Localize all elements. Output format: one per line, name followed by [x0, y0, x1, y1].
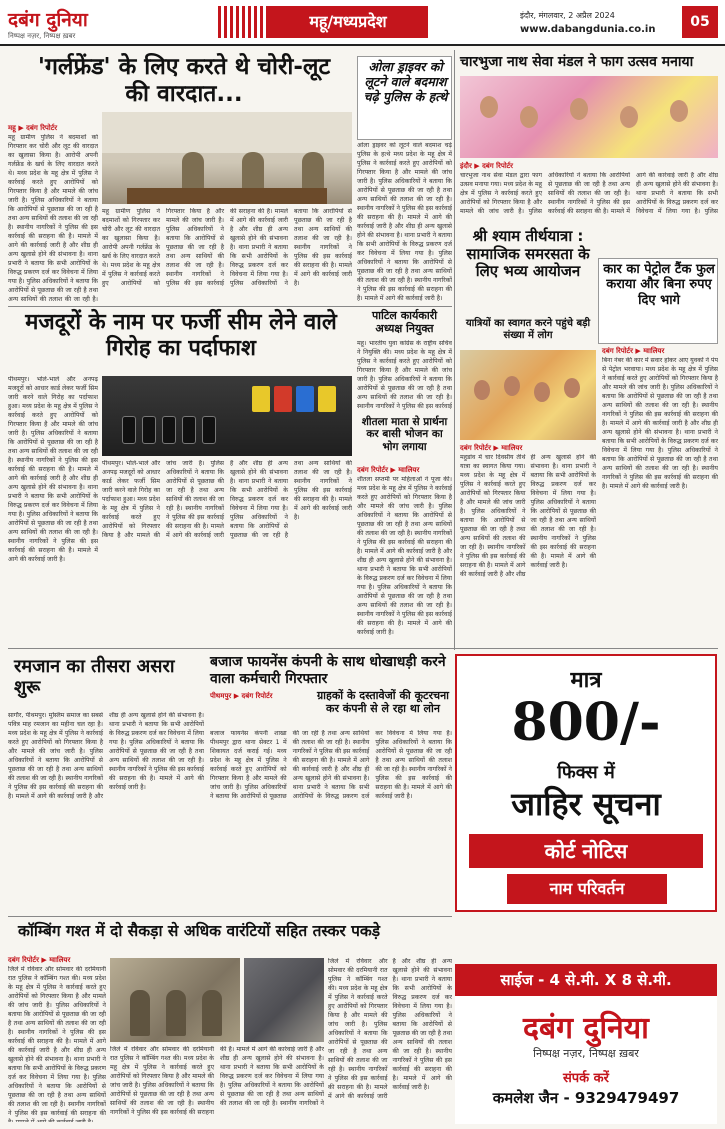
ad-line4: जाहिर सूचना	[511, 785, 661, 823]
ad-box-name-change: नाम परिवर्तन	[507, 874, 667, 904]
sim-text: पीथमपुर। भोले-भाले और अनपढ़ मजदूरों को आधार कार्ड लेकर फर्जी सिम जारी करने वाले गिरोह का पर्दाफाश हुआ। मध्य प्रदेश के महू क्षेत्र में पुलिस ने कार्रवाई करते हुए आरोपियों को गिरफ्तार किया है और मामले की जांच जारी है। पुलिस अधिकारियों ने बताया कि आरोपियों से पूछताछ की जा रही है तथा अन्य साथियों की तलाश की जा रही है। स्थानीय नागरिकों ने पुलिस की इस कार्रवाई की सराहना की है। मामले में आगे की कार्रवाई जारी है और शीघ्र ही अन्य खुलासे होने की संभावना है। थाना प्रभारी ने बताया कि सभी आरोपियों के विरुद्ध प्रकरण दर्ज कर विवेचना में लिया गया है। पुलिस अधिकारियों ने बताया कि आरोपियों से पूछताछ की जा रही है तथा अन्य साथियों की तलाश की जा रही है। स्थानीय नागरिकों ने पुलिस की इस कार्रवाई की सराहना की है। मामले में आगे की कार्रवाई जारी है।	[8, 376, 98, 640]
combing-byline: दबंग रिपोर्टर ▶ ग्वालियर	[8, 956, 71, 964]
ad2-brand: दबंग दुनिया	[523, 1011, 649, 1046]
page-number: 05	[682, 6, 718, 38]
yatra-subhead: यात्रियों का स्वागत करने पहुंचे बड़ी संख्या में लोग	[465, 318, 591, 341]
advertisement-notice	[455, 654, 717, 912]
story1-headline: 'गर्लफ्रेंड' के लिए करते थे चोरी-लूट की वारदात...	[37, 54, 331, 108]
ramzan-headline: रमजान का तीसरा असरा शुरू	[14, 656, 175, 699]
ad2-phone: कमलेश जैन - 9329479497	[492, 1089, 680, 1107]
ola-headline: ओला ड्राइवर को लूटने वाले बदमाश चढ़े पुलिस के हत्थे	[363, 59, 448, 104]
story1-byline: महू ▶ दबंग रिपोर्टर	[8, 124, 58, 132]
yatra-byline: दबंग रिपोर्टर ▶ ग्वालियर	[460, 444, 523, 452]
masthead	[0, 0, 725, 46]
bajaj-subhead: ग्राहकों के दस्तावेजों की कूटरचना कर कंपनी से ले रहा था लोन	[316, 689, 450, 715]
ad-price: 800/-	[511, 692, 661, 753]
combing-photo-1	[110, 958, 240, 1042]
patil-text: महू। भारतीय युवा कांग्रेस के राष्ट्रीय सचिव ने नियुक्ति की। मध्य प्रदेश के महू क्षेत्र में पुलिस ने कार्रवाई करते हुए आरोपियों को गिरफ्तार किया है और मामले की जांच जारी है। पुलिस अधिकारियों ने बताया कि आरोपियों से पूछताछ की जा रही है तथा अन्य साथियों की तलाश की जा रही है। स्थानीय नागरिकों ने पुलिस की इस कार्रवाई की सराहना की है। मामले में आगे की कार्रवाई जारी है और शीघ्र ही अन्य खुलासे होने की संभावना है। थाना प्रभारी ने बताया कि सभी आरोपियों के विरुद्ध प्रकरण दर्ज कर विवेचना में लिया गया है। पुलिस अधिकारियों ने बताया कि आरोपियों से पूछताछ की जा रही है तथा अन्य साथियों की तलाश की जा रही है। स्थानीय नागरिकों ने पुलिस की इस कार्रवाई की सराहना की है। मामले में आगे की कार्रवाई जारी है।	[357, 340, 452, 410]
section-band: महू/मध्यप्रदेश	[268, 6, 428, 38]
logo	[8, 6, 88, 41]
ad2-tagline: निष्पक्ष नज़र, निष्पक्ष ख़बर	[533, 1047, 639, 1060]
sim-headline: मजदूरों के नाम पर फर्जी सीम लेने वाले गिरोह का पर्दाफाश	[25, 310, 337, 361]
bajaj-byline: पीथमपुर ▶ दबंग रिपोर्टर	[210, 692, 273, 700]
bajaj-headline: बजाज फायनेंस कंपनी के साथ धोखाधड़ी करने वाला कर्मचारी गिरफ्तार	[210, 654, 446, 687]
yatra-headline: श्री श्याम तीर्थयात्रा : सामाजिक समरसता के लिए भव्य आयोजन	[466, 227, 590, 281]
car-byline: दबंग रिपोर्टर ▶ ग्वालियर	[602, 347, 665, 355]
combing-photo-2	[244, 958, 324, 1042]
ad2-size: साईज - 4 से.मी. X 8 से.मी.	[455, 964, 717, 996]
ola-box	[357, 56, 452, 140]
logo-text: दबंग दुनिया	[8, 9, 88, 31]
ad-line3: फिक्स में	[557, 762, 615, 783]
story1-text-cont: महू ग्रामीण पुलिस ने बदमाशों को गिरफ्तार कर चोरी और लूट की वारदात का खुलासा किया है। आरोपी अपनी गर्लफ्रेंड के खर्च के लिए वारदात करते थे। मध्य प्रदेश के महू क्षेत्र में पुलिस ने कार्रवाई करते हुए आरोपियों को गिरफ्तार किया है और मामले की जांच जारी है। पुलिस अधिकारियों ने बताया कि आरोपियों से पूछताछ की जा रही है तथा अन्य साथियों की तलाश की जा रही है। स्थानीय नागरिकों ने पुलिस की इस कार्रवाई की सराहना की है। मामले में आगे की कार्रवाई जारी है और शीघ्र ही अन्य खुलासे होने की संभावना है। थाना प्रभारी ने बताया कि सभी आरोपियों के विरुद्ध प्रकरण दर्ज कर विवेचना में लिया गया है। पुलिस अधिकारियों ने बताया कि आरोपियों से पूछताछ की जा रही है तथा अन्य साथियों की तलाश की जा रही है। स्थानीय नागरिकों ने पुलिस की इस कार्रवाई की सराहना की है। मामले में आगे की कार्रवाई जारी है।	[102, 208, 352, 304]
sim-text-cont: पीथमपुर। भोले-भाले और अनपढ़ मजदूरों को आधार कार्ड लेकर फर्जी सिम जारी करने वाले गिरोह का पर्दाफाश हुआ। मध्य प्रदेश के महू क्षेत्र में पुलिस ने कार्रवाई करते हुए आरोपियों को गिरफ्तार किया है और मामले की जांच जारी है। पुलिस अधिकारियों ने बताया कि आरोपियों से पूछताछ की जा रही है तथा अन्य साथियों की तलाश की जा रही है। स्थानीय नागरिकों ने पुलिस की इस कार्रवाई की सराहना की है। मामले में आगे की कार्रवाई जारी है और शीघ्र ही अन्य खुलासे होने की संभावना है। थाना प्रभारी ने बताया कि सभी आरोपियों के विरुद्ध प्रकरण दर्ज कर विवेचना में लिया गया है। पुलिस अधिकारियों ने बताया कि आरोपियों से पूछताछ की जा रही है तथा अन्य साथियों की तलाश की जा रही है। स्थानीय नागरिकों ने पुलिस की इस कार्रवाई की सराहना की है। मामले में आगे की कार्रवाई जारी है।	[102, 460, 352, 640]
sheetla-headline: शीतला माता से प्रार्थना कर बासी भोजन का भोग लगाया	[361, 416, 448, 453]
ad2-contact: संपर्क करें	[563, 1071, 609, 1086]
ola-text: ओला ड्राइवर को लूटने वाले बदमाश चढ़े पुलिस के हत्थे मध्य प्रदेश के महू क्षेत्र में पुलिस ने कार्रवाई करते हुए आरोपियों को गिरफ्तार किया है और मामले की जांच जारी है। पुलिस अधिकारियों ने बताया कि आरोपियों से पूछताछ की जा रही है तथा अन्य साथियों की तलाश की जा रही है। स्थानीय नागरिकों ने पुलिस की इस कार्रवाई की सराहना की है। मामले में आगे की कार्रवाई जारी है और शीघ्र ही अन्य खुलासे होने की संभावना है। थाना प्रभारी ने बताया कि सभी आरोपियों के विरुद्ध प्रकरण दर्ज कर विवेचना में लिया गया है। पुलिस अधिकारियों ने बताया कि आरोपियों से पूछताछ की जा रही है तथा अन्य साथियों की तलाश की जा रही है। स्थानीय नागरिकों ने पुलिस की इस कार्रवाई की सराहना की है। मामले में आगे की कार्रवाई जारी है।	[357, 142, 452, 302]
sim-cards-photo	[102, 376, 352, 456]
combing-headline: कॉम्बिंग गश्त में दो सैकड़ा से अधिक वारंटियों सहित तस्कर पकड़े	[18, 922, 381, 940]
website: www.dabangdunia.co.in	[520, 24, 656, 35]
fag-text: चारभुजा नाथ सेवा मंडल द्वारा फाग उत्सव मनाया गया। मध्य प्रदेश के महू क्षेत्र में पुलिस ने कार्रवाई करते हुए आरोपियों को गिरफ्तार किया है और मामले की जांच जारी है। पुलिस अधिकारियों ने बताया कि आरोपियों से पूछताछ की जा रही है तथा अन्य साथियों की तलाश की जा रही है। स्थानीय नागरिकों ने पुलिस की इस कार्रवाई की सराहना की है। मामले में आगे की कार्रवाई जारी है और शीघ्र ही अन्य खुलासे होने की संभावना है। थाना प्रभारी ने बताया कि सभी आरोपियों के विरुद्ध प्रकरण दर्ज कर विवेचना में लिया गया है। पुलिस अधिकारियों ने बताया कि आरोपियों से पूछताछ की जा रही है तथा अन्य साथियों की तलाश की जा रही है। स्थानीय नागरिकों ने पुलिस की इस कार्रवाई की सराहना की है। मामले में आगे की कार्रवाई जारी है।	[460, 172, 718, 224]
yatra-photo	[460, 350, 596, 440]
combing-text-cont2: जिले में रविवार और सोमवार की दरमियानी रात पुलिस ने कॉम्बिंग गश्त की। मध्य प्रदेश के महू क्षेत्र में पुलिस ने कार्रवाई करते हुए आरोपियों को गिरफ्तार किया है और मामले की जांच जारी है। पुलिस अधिकारियों ने बताया कि आरोपियों से पूछताछ की जा रही है तथा अन्य साथियों की तलाश की जा रही है। स्थानीय नागरिकों ने पुलिस की इस कार्रवाई की सराहना की है। मामले में आगे की कार्रवाई जारी है और शीघ्र ही अन्य खुलासे होने की संभावना है। थाना प्रभारी ने बताया कि सभी आरोपियों के विरुद्ध प्रकरण दर्ज कर विवेचना में लिया गया है। पुलिस अधिकारियों ने बताया कि आरोपियों से पूछताछ की जा रही है तथा अन्य साथियों की तलाश की जा रही है। स्थानीय नागरिकों ने पुलिस की इस कार्रवाई की सराहना की है। मामले में आगे की कार्रवाई जारी है।	[328, 958, 452, 1122]
fag-byline: इंदौर ▶ दबंग रिपोर्टर	[460, 162, 514, 170]
sheetla-byline: दबंग रिपोर्टर ▶ ग्वालियर	[357, 466, 420, 474]
car-text: बिना नंबर की कार में सवार होकर आए युवकों ने पंप से पेट्रोल भरवाया। मध्य प्रदेश के महू क्षेत्र में पुलिस ने कार्रवाई करते हुए आरोपियों को गिरफ्तार किया है और मामले की जांच जारी है। पुलिस अधिकारियों ने बताया कि आरोपियों से पूछताछ की जा रही है तथा अन्य साथियों की तलाश की जा रही है। स्थानीय नागरिकों ने पुलिस की इस कार्रवाई की सराहना की है। मामले में आगे की कार्रवाई जारी है और शीघ्र ही अन्य खुलासे होने की संभावना है। थाना प्रभारी ने बताया कि सभी आरोपियों के विरुद्ध प्रकरण दर्ज कर विवेचना में लिया गया है। पुलिस अधिकारियों ने बताया कि आरोपियों से पूछताछ की जा रही है तथा अन्य साथियों की तलाश की जा रही है। स्थानीय नागरिकों ने पुलिस की इस कार्रवाई की सराहना की है। मामले में आगे की कार्रवाई जारी है।	[602, 357, 718, 644]
police-press-photo	[102, 112, 352, 204]
bajaj-text: बजाज फायनेंस कंपनी शाखा पीथमपुर द्वारा थाना सेक्टर 1 में शिकायत दर्ज कराई गई। मध्य प्रदेश के महू क्षेत्र में पुलिस ने कार्रवाई करते हुए आरोपियों को गिरफ्तार किया है और मामले की जांच जारी है। पुलिस अधिकारियों ने बताया कि आरोपियों से पूछताछ की जा रही है तथा अन्य साथियों की तलाश की जा रही है। स्थानीय नागरिकों ने पुलिस की इस कार्रवाई की सराहना की है। मामले में आगे की कार्रवाई जारी है और शीघ्र ही अन्य खुलासे होने की संभावना है। थाना प्रभारी ने बताया कि सभी आरोपियों के विरुद्ध प्रकरण दर्ज कर विवेचना में लिया गया है। पुलिस अधिकारियों ने बताया कि आरोपियों से पूछताछ की जा रही है तथा अन्य साथियों की तलाश की जा रही है। स्थानीय नागरिकों ने पुलिस की इस कार्रवाई की सराहना की है। मामले में आगे की कार्रवाई जारी है।	[210, 730, 452, 910]
combing-text: जिले में रविवार और सोमवार की दरमियानी रात पुलिस ने कॉम्बिंग गश्त की। मध्य प्रदेश के महू क्षेत्र में पुलिस ने कार्रवाई करते हुए आरोपियों को गिरफ्तार किया है और मामले की जांच जारी है। पुलिस अधिकारियों ने बताया कि आरोपियों से पूछताछ की जा रही है तथा अन्य साथियों की तलाश की जा रही है। स्थानीय नागरिकों ने पुलिस की इस कार्रवाई की सराहना की है। मामले में आगे की कार्रवाई जारी है और शीघ्र ही अन्य खुलासे होने की संभावना है। थाना प्रभारी ने बताया कि सभी आरोपियों के विरुद्ध प्रकरण दर्ज कर विवेचना में लिया गया है। पुलिस अधिकारियों ने बताया कि आरोपियों से पूछताछ की जा रही है तथा अन्य साथियों की तलाश की जा रही है। स्थानीय नागरिकों ने पुलिस की इस कार्रवाई की सराहना की है। मामले में आगे की कार्रवाई जारी है।	[8, 966, 106, 1122]
logo-tagline: निष्पक्ष नज़र, निष्पक्ष ख़बर	[8, 32, 76, 40]
combing-text-cont: जिले में रविवार और सोमवार की दरमियानी रात पुलिस ने कॉम्बिंग गश्त की। मध्य प्रदेश के महू क्षेत्र में पुलिस ने कार्रवाई करते हुए आरोपियों को गिरफ्तार किया है और मामले की जांच जारी है। पुलिस अधिकारियों ने बताया कि आरोपियों से पूछताछ की जा रही है तथा अन्य साथियों की तलाश की जा रही है। स्थानीय नागरिकों ने पुलिस की इस कार्रवाई की सराहना की है। मामले में आगे की कार्रवाई जारी है और शीघ्र ही अन्य खुलासे होने की संभावना है। थाना प्रभारी ने बताया कि सभी आरोपियों के विरुद्ध प्रकरण दर्ज कर विवेचना में लिया गया है। पुलिस अधिकारियों ने बताया कि आरोपियों से पूछताछ की जा रही है तथा अन्य साथियों की तलाश की जा रही है। स्थानीय नागरिकों ने पुलिस की इस कार्रवाई की सराहना की है। मामले में आगे की कार्रवाई जारी है।	[110, 1046, 324, 1122]
fag-utsav-photo	[460, 76, 718, 158]
car-box	[598, 258, 718, 344]
sheetla-text: शीतला सप्तमी पर महिलाओं ने पूजा की। मध्य प्रदेश के महू क्षेत्र में पुलिस ने कार्रवाई करते हुए आरोपियों को गिरफ्तार किया है और मामले की जांच जारी है। पुलिस अधिकारियों ने बताया कि आरोपियों से पूछताछ की जा रही है तथा अन्य साथियों की तलाश की जा रही है। स्थानीय नागरिकों ने पुलिस की इस कार्रवाई की सराहना की है। मामले में आगे की कार्रवाई जारी है और शीघ्र ही अन्य खुलासे होने की संभावना है। थाना प्रभारी ने बताया कि सभी आरोपियों के विरुद्ध प्रकरण दर्ज कर विवेचना में लिया गया है। पुलिस अधिकारियों ने बताया कि आरोपियों से पूछताछ की जा रही है तथा अन्य साथियों की तलाश की जा रही है। स्थानीय नागरिकों ने पुलिस की इस कार्रवाई की सराहना की है। मामले में आगे की कार्रवाई जारी है।	[357, 476, 452, 644]
story1-text: महू ग्रामीण पुलिस ने बदमाशों को गिरफ्तार कर चोरी और लूट की वारदात का खुलासा किया है। आरोपी अपनी गर्लफ्रेंड के खर्च के लिए वारदात करते थे। मध्य प्रदेश के महू क्षेत्र में पुलिस ने कार्रवाई करते हुए आरोपियों को गिरफ्तार किया है और मामले की जांच जारी है। पुलिस अधिकारियों ने बताया कि आरोपियों से पूछताछ की जा रही है तथा अन्य साथियों की तलाश की जा रही है। स्थानीय नागरिकों ने पुलिस की इस कार्रवाई की सराहना की है। मामले में आगे की कार्रवाई जारी है और शीघ्र ही अन्य खुलासे होने की संभावना है। थाना प्रभारी ने बताया कि सभी आरोपियों के विरुद्ध प्रकरण दर्ज कर विवेचना में लिया गया है। पुलिस अधिकारियों ने बताया कि आरोपियों से पूछताछ की जा रही है तथा अन्य साथियों की तलाश की जा रही है। स्थानीय नागरिकों ने पुलिस की इस कार्रवाई की सराहना की है। मामले में आगे की कार्रवाई जारी है।	[8, 134, 98, 304]
ramzan-text: सागौर, पीथमपुर। मुस्लिम समाज का सबसे पवित्र माह रमजान का महीना चल रहा है। मध्य प्रदेश के महू क्षेत्र में पुलिस ने कार्रवाई करते हुए आरोपियों को गिरफ्तार किया है और मामले की जांच जारी है। पुलिस अधिकारियों ने बताया कि आरोपियों से पूछताछ की जा रही है तथा अन्य साथियों की तलाश की जा रही है। स्थानीय नागरिकों ने पुलिस की इस कार्रवाई की सराहना की है। मामले में आगे की कार्रवाई जारी है और शीघ्र ही अन्य खुलासे होने की संभावना है। थाना प्रभारी ने बताया कि सभी आरोपियों के विरुद्ध प्रकरण दर्ज कर विवेचना में लिया गया है। पुलिस अधिकारियों ने बताया कि आरोपियों से पूछताछ की जा रही है तथा अन्य साथियों की तलाश की जा रही है। स्थानीय नागरिकों ने पुलिस की इस कार्रवाई की सराहना की है। मामले में आगे की कार्रवाई जारी है।	[8, 712, 204, 910]
yatra-text: महुडांव में चार दिवसीय तीर्थ यात्रा का स्वागत किया गया। मध्य प्रदेश के महू क्षेत्र में पुलिस ने कार्रवाई करते हुए आरोपियों को गिरफ्तार किया है और मामले की जांच जारी है। पुलिस अधिकारियों ने बताया कि आरोपियों से पूछताछ की जा रही है तथा अन्य साथियों की तलाश की जा रही है। स्थानीय नागरिकों ने पुलिस की इस कार्रवाई की सराहना की है। मामले में आगे की कार्रवाई जारी है और शीघ्र ही अन्य खुलासे होने की संभावना है। थाना प्रभारी ने बताया कि सभी आरोपियों के विरुद्ध प्रकरण दर्ज कर विवेचना में लिया गया है। पुलिस अधिकारियों ने बताया कि आरोपियों से पूछताछ की जा रही है तथा अन्य साथियों की तलाश की जा रही है। स्थानीय नागरिकों ने पुलिस की इस कार्रवाई की सराहना की है। मामले में आगे की कार्रवाई जारी है।	[460, 454, 596, 644]
fag-headline: चारभुजा नाथ सेवा मंडल ने फाग उत्सव मनाया	[460, 54, 694, 70]
patil-headline: पाटिल कार्यकारी अध्यक्ष नियुक्त	[371, 309, 438, 335]
ad-box-court-notice: कोर्ट नोटिस	[469, 834, 703, 868]
car-headline: कार का पेट्रोल टैंक फुल कराया और बिना रुपए दिए भागे	[603, 262, 715, 308]
advertisement-dabang	[455, 964, 717, 1124]
dateline: इंदौर, मंगलवार, 2 अप्रैल 2024	[520, 11, 615, 20]
ad-line1: मात्र	[570, 668, 602, 693]
